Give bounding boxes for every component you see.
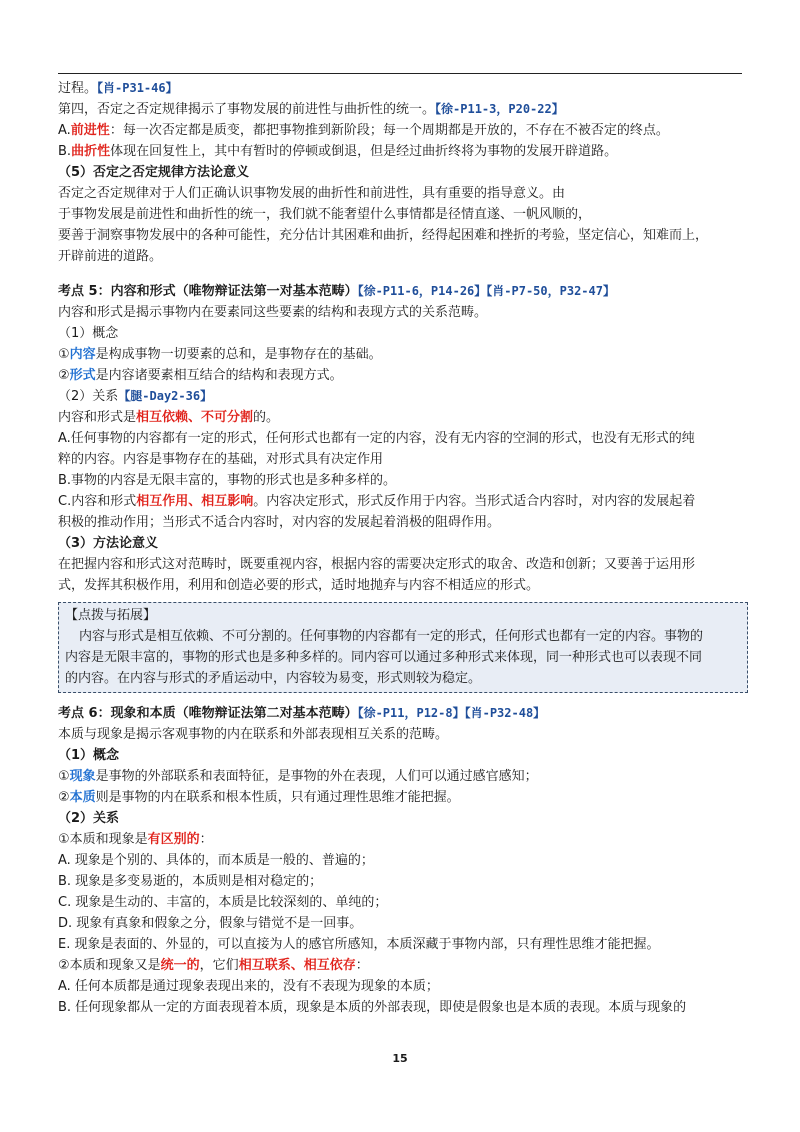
page-number: 15: [392, 1052, 408, 1065]
subsection-heading: （2）关系【腿-Day2-36】: [58, 389, 213, 404]
text-line: A.任何事物的内容都有一定的形式，任何形式也都有一定的内容，没有无内容的空洞的形式，也没有无形式的纯: [58, 431, 695, 446]
subsection-heading: （1）概念: [58, 748, 120, 763]
keyword-highlight: 相互联系、相互依存: [238, 958, 356, 973]
text-line: A.前进性：每一次否定都是质变，都把事物推到新阶段；每一个周期都是开放的，不存在不被否定的终点。: [58, 123, 669, 138]
spacer: [58, 267, 748, 281]
text-line: ②本质和现象又是统一的，它们相互联系、相互依存：: [58, 958, 369, 973]
term-highlight: 内容: [69, 347, 96, 362]
tip-title: 【点拨与拓展】: [65, 608, 157, 623]
header-rule: [58, 73, 742, 74]
text-line: 粹的内容。内容是事物存在的基础，对形式具有决定作用: [58, 452, 384, 467]
subsection-heading: （2）关系: [58, 811, 120, 826]
tip-box: [58, 602, 748, 693]
text-line: ①现象是事物的外部联系和表面特征，是事物的外在表现，人们可以通过感官感知；: [58, 769, 538, 784]
topic-heading: 考点 6：现象和本质（唯物辩证法第二对基本范畴）【徐-P11，P12-8】【肖-P32-48】: [58, 706, 546, 721]
text-line: 过程。【肖-P31-46】: [58, 81, 178, 96]
term-highlight: 本质: [69, 790, 96, 805]
text-line: D. 现象有真象和假象之分，假象与错觉不是一回事。: [58, 916, 363, 931]
text-line: ①内容是构成事物一切要素的总和，是事物存在的基础。: [58, 347, 382, 362]
text-line: 要善于洞察事物发展中的各种可能性，充分估计其困难和曲折，经得起困难和挫折的考验，坚定信心，知难而上，: [58, 228, 709, 243]
citation-ref: 【腿-Day2-36】: [118, 389, 213, 403]
page-content: [58, 78, 748, 1018]
text-line: B.事物的内容是无限丰富的，事物的形式也是多种多样的。: [58, 473, 397, 488]
text-line: ②形式是内容诸要素相互结合的结构和表现方式。: [58, 368, 343, 383]
text-line: 内容和形式是相互依赖、不可分割的。: [58, 410, 280, 425]
term-highlight: 形式: [69, 368, 96, 383]
text-line: B. 任何现象都从一定的方面表现着本质，现象是本质的外部表现，即使是假象也是本质的表现。本质与现象的: [58, 1000, 687, 1015]
text-line: 的内容。在内容与形式的矛盾运动中，内容较为易变，形式则较为稳定。: [65, 671, 482, 686]
text-line: A. 现象是个别的、具体的，而本质是一般的、普遍的；: [58, 853, 374, 868]
text-line: E. 现象是表面的、外显的，可以直接为人的感官所感知，本质深藏于事物内部，只有理性思维才能把握。: [58, 937, 660, 952]
text-line: 内容与形式是相互依赖、不可分割的。任何事物的内容都有一定的形式，任何形式也都有一定的内容。事物的: [79, 629, 704, 644]
text-line: C.内容和形式相互作用、相互影响。内容决定形式，形式反作用于内容。当形式适合内容时，对内容的发展起着: [58, 494, 696, 509]
text-line: C. 现象是生动的、丰富的，本质是比较深刻的、单纯的；: [58, 895, 388, 910]
keyword-highlight: 曲折性: [71, 144, 111, 159]
text-line: 否定之否定规律对于人们正确认识事物发展的曲折性和前进性，具有重要的指导意义。由: [58, 186, 566, 201]
text-line: 在把握内容和形式这对范畴时，既要重视内容，根据内容的需要决定形式的取舍、改造和创新；又要善于运用形: [58, 557, 696, 572]
text-line: 内容和形式是揭示事物内在要素同这些要素的结构和表现方式的关系范畴。: [58, 305, 488, 320]
keyword-highlight: 有区别的: [147, 832, 200, 847]
text-line: 开辟前进的道路。: [58, 249, 163, 264]
keyword-highlight: 前进性: [70, 123, 110, 138]
text-line: 本质与现象是揭示客观事物的内在联系和外部表现相互关系的范畴。: [58, 727, 449, 742]
text-line: 积极的推动作用；当形式不适合内容时，对内容的发展起着消极的阻碍作用。: [58, 515, 501, 530]
citation-ref: 【徐-P11，P12-8】【肖-P32-48】: [357, 706, 546, 720]
text-line: A. 任何本质都是通过现象表现出来的，没有不表现为现象的本质；: [58, 979, 439, 994]
section-heading: （5）否定之否定规律方法论意义: [58, 165, 250, 180]
keyword-highlight: 统一的: [160, 958, 200, 973]
text-line: ①本质和现象是有区别的：: [58, 832, 213, 847]
keyword-highlight: 相互作用、相互影响: [136, 494, 254, 509]
text-line: ②本质则是事物的内在联系和根本性质，只有通过理性思维才能把握。: [58, 790, 460, 805]
citation-ref: 【徐-P11-6，P14-26】【肖-P7-50，P32-47】: [357, 284, 615, 298]
subsection-heading: （1）概念: [58, 326, 119, 341]
text-line: B.曲折性体现在回复性上，其中有暂时的停顿或倒退，但是经过曲折终将为事物的发展开辟道路。: [58, 144, 618, 159]
term-highlight: 现象: [69, 769, 96, 784]
text-line: B. 现象是多变易逝的，本质则是相对稳定的；: [58, 874, 323, 889]
keyword-highlight: 相互依赖、不可分割: [136, 410, 254, 425]
text-line: 第四，否定之否定规律揭示了事物发展的前进性与曲折性的统一。【徐-P11-3，P20-22】: [58, 102, 564, 117]
text-line: 于事物发展是前进性和曲折性的统一，我们就不能奢望什么事情都是径情直遂、一帆风顺的，: [58, 207, 592, 222]
citation-ref: 【徐-P11-3，P20-22】: [435, 102, 564, 116]
citation-ref: 【肖-P31-46】: [97, 81, 178, 95]
text-line: 式，发挥其积极作用，利用和创造必要的形式，适时地抛弃与内容不相适应的形式。: [58, 578, 540, 593]
subsection-heading: （3）方法论意义: [58, 536, 159, 551]
text-line: 内容是无限丰富的，事物的形式也是多种多样的。同内容可以通过多种形式来体现，同一种形式也可以表现不同: [65, 650, 703, 665]
topic-heading: 考点 5：内容和形式（唯物辩证法第一对基本范畴）【徐-P11-6，P14-26】【肖-P7-50，P32-47】: [58, 284, 615, 299]
